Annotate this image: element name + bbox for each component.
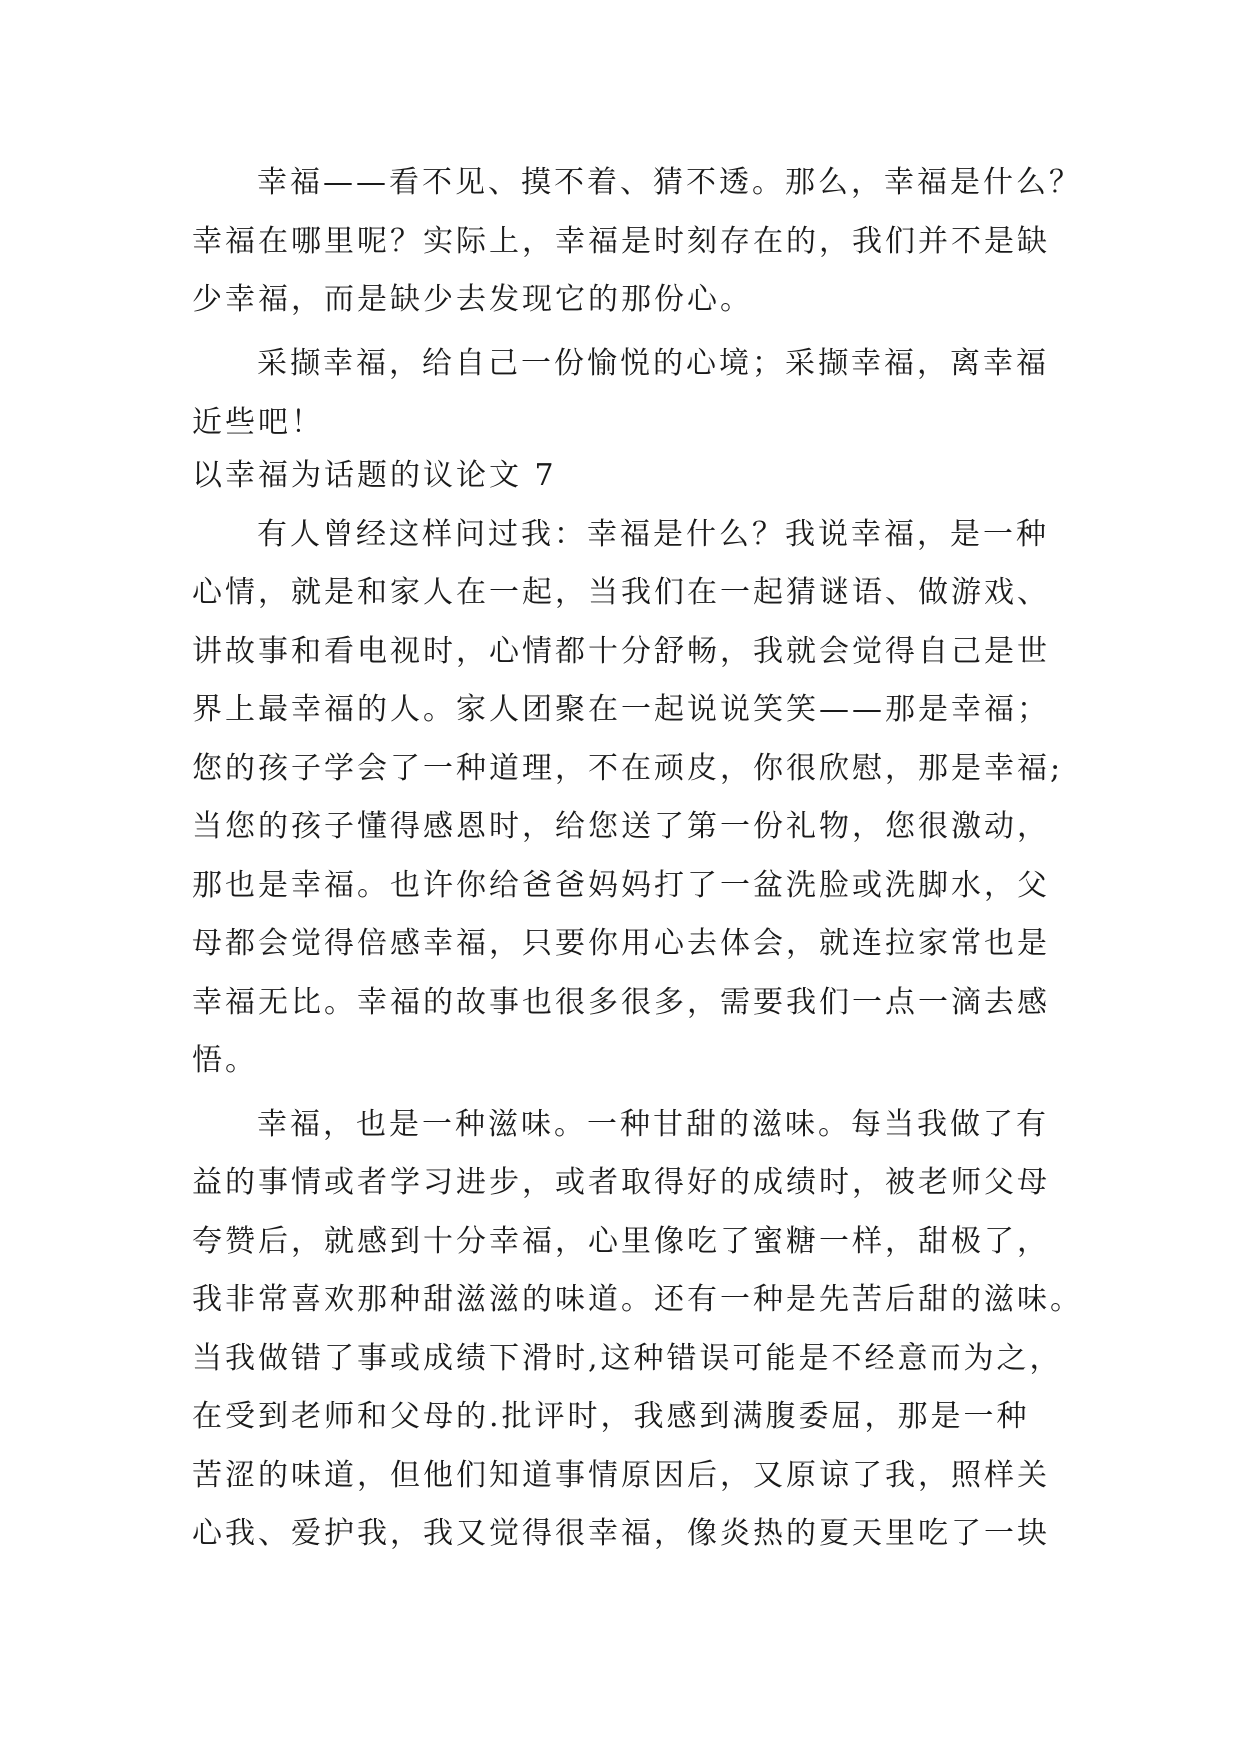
text-line: 心我、爱护我，我又觉得很幸福，像炎热的夏天里吃了一块: [192, 1516, 1050, 1551]
text-line: 有人曾经这样问过我：幸福是什么？我说幸福，是一种: [257, 517, 1049, 552]
text-line: 幸福在哪里呢？实际上，幸福是时刻存在的，我们并不是缺: [192, 224, 1050, 259]
text-line: 悟。: [192, 1043, 258, 1078]
text-line: 益的事情或者学习进步，或者取得好的成绩时，被老师父母: [192, 1165, 1050, 1200]
text-line: 少幸福，而是缺少去发现它的那份心。: [192, 282, 753, 317]
text-line: 我非常喜欢那种甜滋滋的味道。还有一种是先苦后甜的滋味。: [192, 1282, 1083, 1317]
text-line: 您的孩子学会了一种道理，不在顽皮，你很欣慰，那是幸福;: [192, 751, 1064, 786]
text-line: 那也是幸福。也许你给爸爸妈妈打了一盆洗脸或洗脚水，父: [192, 868, 1050, 903]
text-line: 近些吧！: [192, 405, 324, 440]
text-line: 母都会觉得倍感幸福，只要你用心去体会，就连拉家常也是: [192, 926, 1050, 961]
text-line: 讲故事和看电视时，心情都十分舒畅，我就会觉得自己是世: [192, 634, 1050, 669]
text-line: 夸赞后，就感到十分幸福，心里像吃了蜜糖一样，甜极了，: [192, 1224, 1050, 1259]
text-line: 幸福无比。幸福的故事也很多很多，需要我们一点一滴去感: [192, 985, 1050, 1020]
section-heading: 以幸福为话题的议论文 7: [192, 458, 557, 493]
text-line: 在受到老师和父母的.批评时，我感到满腹委屈，那是一种: [192, 1399, 1030, 1434]
text-line: 当您的孩子懂得感恩时，给您送了第一份礼物，您很激动，: [192, 809, 1050, 844]
text-line: 幸福——看不见、摸不着、猜不透。那么，幸福是什么？: [257, 165, 1082, 200]
text-line: 心情，就是和家人在一起，当我们在一起猜谜语、做游戏、: [192, 575, 1050, 610]
text-line: 幸福，也是一种滋味。一种甘甜的滋味。每当我做了有: [257, 1107, 1049, 1142]
text-line: 苦涩的味道，但他们知道事情原因后，又原谅了我，照样关: [192, 1458, 1050, 1493]
text-line: 当我做错了事或成绩下滑时,这种错误可能是不经意而为之，: [192, 1341, 1063, 1376]
text-line: 界上最幸福的人。家人团聚在一起说说笑笑——那是幸福；: [192, 692, 1050, 727]
text-line: 采撷幸福，给自己一份愉悦的心境；采撷幸福，离幸福: [257, 346, 1049, 381]
